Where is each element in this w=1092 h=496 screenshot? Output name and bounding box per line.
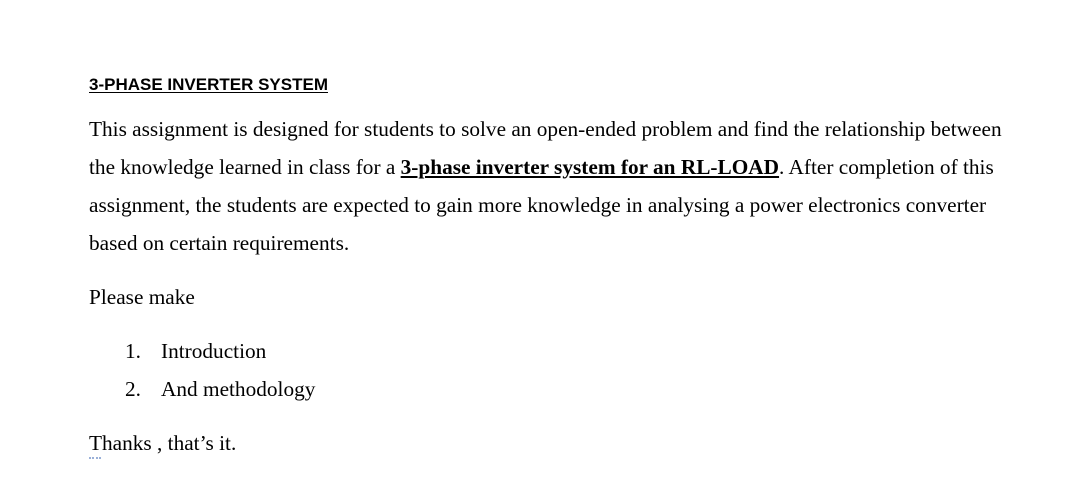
numbered-list	[89, 332, 1029, 408]
intro-emphasis: 3-phase inverter system for an RL-LOAD	[400, 155, 780, 179]
closing-text: Thanks , that’s it.	[89, 431, 237, 455]
document-heading: 3-PHASE INVERTER SYSTEM	[89, 75, 328, 94]
intro-text-before: This assignment is designed for students to solve an open-ended problem and find the relationship between the knowledge learned in class for a	[89, 117, 1002, 179]
list-item	[125, 370, 1029, 408]
prompt-paragraph: Please make	[89, 285, 195, 309]
closing-paragraph	[89, 424, 1029, 462]
list-item	[125, 332, 1029, 370]
list-item-text: And methodology	[161, 377, 316, 401]
document-body	[89, 72, 1029, 462]
list-item-number: 2.	[125, 377, 141, 401]
spellcheck-mark	[89, 454, 101, 459]
intro-text-after: . After completion of this assignment, the students are expected to gain more knowledge in analysing a power electronics converter based on certain requirements.	[89, 155, 994, 255]
intro-paragraph	[89, 110, 1019, 262]
list-item-number: 1.	[125, 339, 141, 363]
list-item-text: Introduction	[161, 339, 267, 363]
